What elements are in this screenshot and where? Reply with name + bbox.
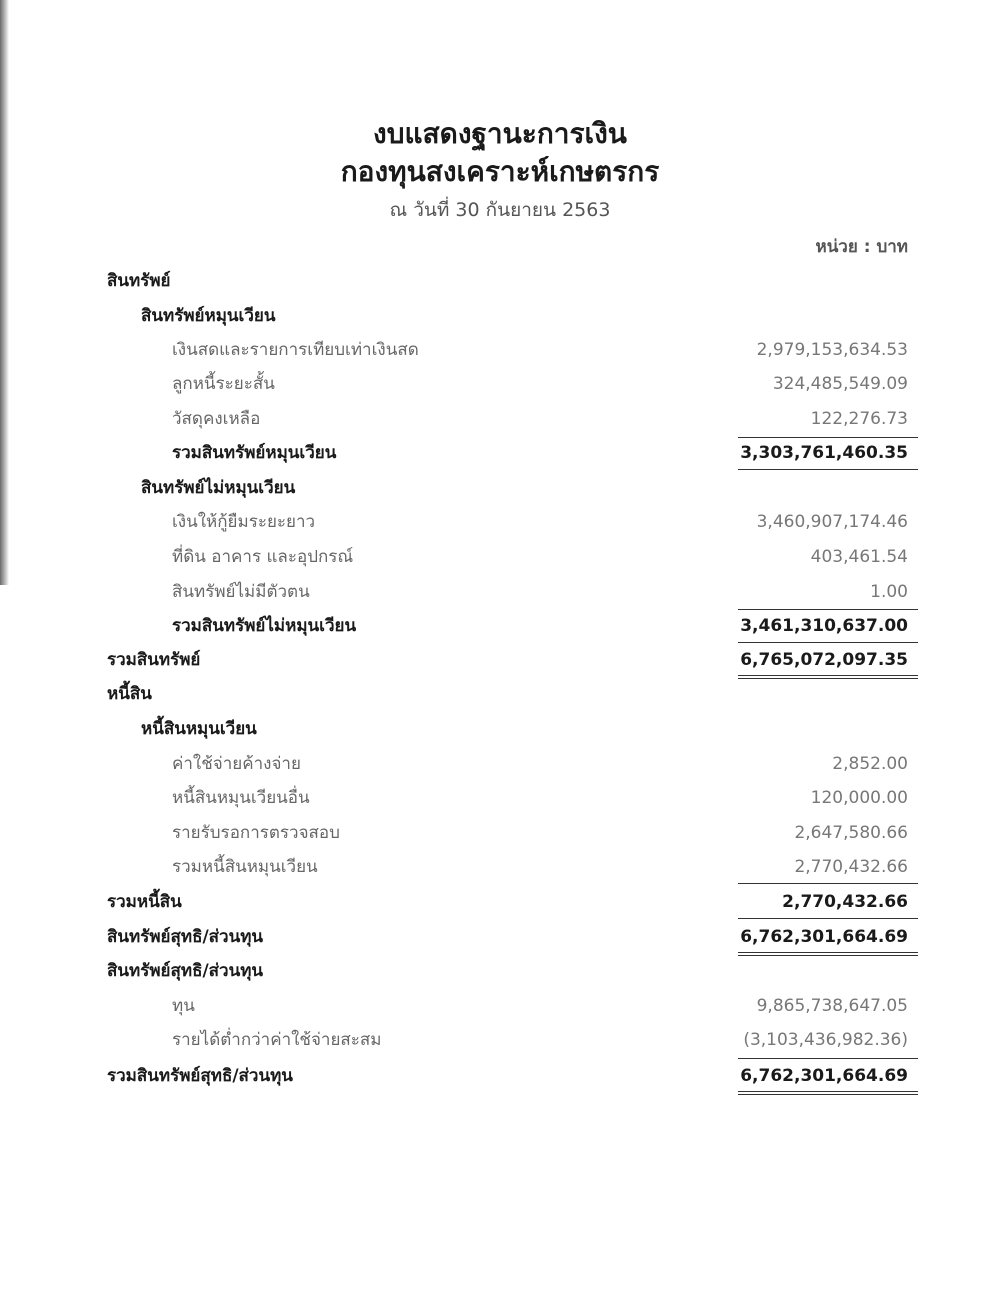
- line-item-amount: 2,647,580.66: [794, 823, 908, 843]
- line-item: [0, 541, 1000, 573]
- section-heading: หนี้สิน: [107, 684, 152, 704]
- subtotal-underline: [738, 883, 918, 884]
- line-item: [0, 368, 1000, 400]
- line-item: [0, 506, 1000, 538]
- total-amount: 2,770,432.66: [782, 892, 908, 912]
- total-equity-row: [0, 1060, 1000, 1092]
- total-amount: 6,765,072,097.35: [740, 650, 908, 670]
- section-assets: [0, 265, 1000, 297]
- line-item-amount: 2,770,432.66: [794, 857, 908, 877]
- total-label: รวมสินทรัพย์: [107, 650, 201, 670]
- line-item-amount: 3,460,907,174.46: [756, 512, 908, 532]
- unit-label: หน่วย : บาท: [815, 237, 908, 257]
- total-assets-row: [0, 644, 1000, 676]
- line-item: [0, 851, 1000, 883]
- subsection-noncurrent-assets: [0, 472, 1000, 504]
- section-equity: [0, 955, 1000, 987]
- net-assets-row: [0, 921, 1000, 953]
- subtotal-row: [0, 610, 1000, 642]
- line-item-label: ทุน: [172, 996, 195, 1016]
- line-item: [0, 990, 1000, 1022]
- subtotal-amount: 3,461,310,637.00: [740, 616, 908, 636]
- line-item-amount: 1.00: [870, 582, 908, 602]
- line-item: [0, 1024, 1000, 1056]
- total-label: รวมสินทรัพย์สุทธิ/ส่วนทุน: [107, 1066, 293, 1086]
- line-item: [0, 576, 1000, 608]
- subsection-current-liabilities: [0, 713, 1000, 745]
- line-item-label: รายได้ต่ำกว่าค่าใช้จ่ายสะสม: [172, 1030, 382, 1050]
- line-item-amount: (3,103,436,982.36): [743, 1030, 908, 1050]
- line-item: [0, 748, 1000, 780]
- subtotal-label: รวมสินทรัพย์ไม่หมุนเวียน: [172, 616, 357, 636]
- net-assets-amount: 6,762,301,664.69: [740, 927, 908, 947]
- line-item-label: รวมหนี้สินหมุนเวียน: [172, 857, 318, 877]
- total-amount: 6,762,301,664.69: [740, 1066, 908, 1086]
- line-item-amount: 122,276.73: [810, 409, 908, 429]
- report-date: ณ วันที่ 30 กันยายน 2563: [389, 199, 611, 221]
- section-heading: สินทรัพย์: [107, 271, 171, 291]
- line-item-amount: 403,461.54: [810, 547, 908, 567]
- line-item-label: เงินสดและรายการเทียบเท่าเงินสด: [172, 340, 419, 360]
- line-item-label: วัสดุคงเหลือ: [172, 409, 261, 429]
- line-item-label: ที่ดิน อาคาร และอุปกรณ์: [172, 547, 354, 567]
- line-item-label: เงินให้กู้ยืมระยะยาว: [172, 512, 316, 532]
- total-underline: [738, 918, 918, 919]
- line-item: [0, 782, 1000, 814]
- line-item-label: สินทรัพย์ไม่มีตัวตน: [172, 582, 310, 602]
- line-item-label: รายรับรอการตรวจสอบ: [172, 823, 340, 843]
- line-item-amount: 120,000.00: [810, 788, 908, 808]
- net-assets-label: สินทรัพย์สุทธิ/ส่วนทุน: [107, 927, 264, 947]
- section-heading: สินทรัพย์สุทธิ/ส่วนทุน: [107, 961, 264, 981]
- subsection-heading: สินทรัพย์ไม่หมุนเวียน: [141, 478, 296, 498]
- total-liabilities-row: [0, 886, 1000, 918]
- line-item-amount: 2,979,153,634.53: [756, 340, 908, 360]
- report-title: งบแสดงฐานะการเงิน: [373, 117, 627, 150]
- subtotal-amount: 3,303,761,460.35: [740, 443, 908, 463]
- subtotal-row: [0, 437, 1000, 469]
- line-item-amount: 9,865,738,647.05: [756, 996, 908, 1016]
- subtotal-rule: [738, 1058, 918, 1059]
- line-item: [0, 334, 1000, 366]
- subsection-heading: สินทรัพย์หมุนเวียน: [141, 306, 276, 326]
- line-item-label: หนี้สินหมุนเวียนอื่น: [172, 788, 310, 808]
- subtotal-underline: [738, 642, 918, 643]
- double-underline: [738, 1091, 918, 1095]
- line-item: [0, 817, 1000, 849]
- line-item-amount: 2,852.00: [832, 754, 908, 774]
- line-item-label: ค่าใช้จ่ายค้างจ่าย: [172, 754, 301, 774]
- line-item: [0, 403, 1000, 435]
- subtotal-label: รวมสินทรัพย์หมุนเวียน: [172, 443, 337, 463]
- line-item-label: ลูกหนี้ระยะสั้น: [172, 374, 275, 394]
- line-item-amount: 324,485,549.09: [772, 374, 908, 394]
- organization-name: กองทุนสงเคราะห์เกษตรกร: [340, 155, 660, 188]
- subsection-heading: หนี้สินหมุนเวียน: [141, 719, 257, 739]
- subtotal-underline: [738, 469, 918, 470]
- subsection-current-assets: [0, 300, 1000, 332]
- total-label: รวมหนี้สิน: [107, 892, 182, 912]
- section-liabilities: [0, 678, 1000, 710]
